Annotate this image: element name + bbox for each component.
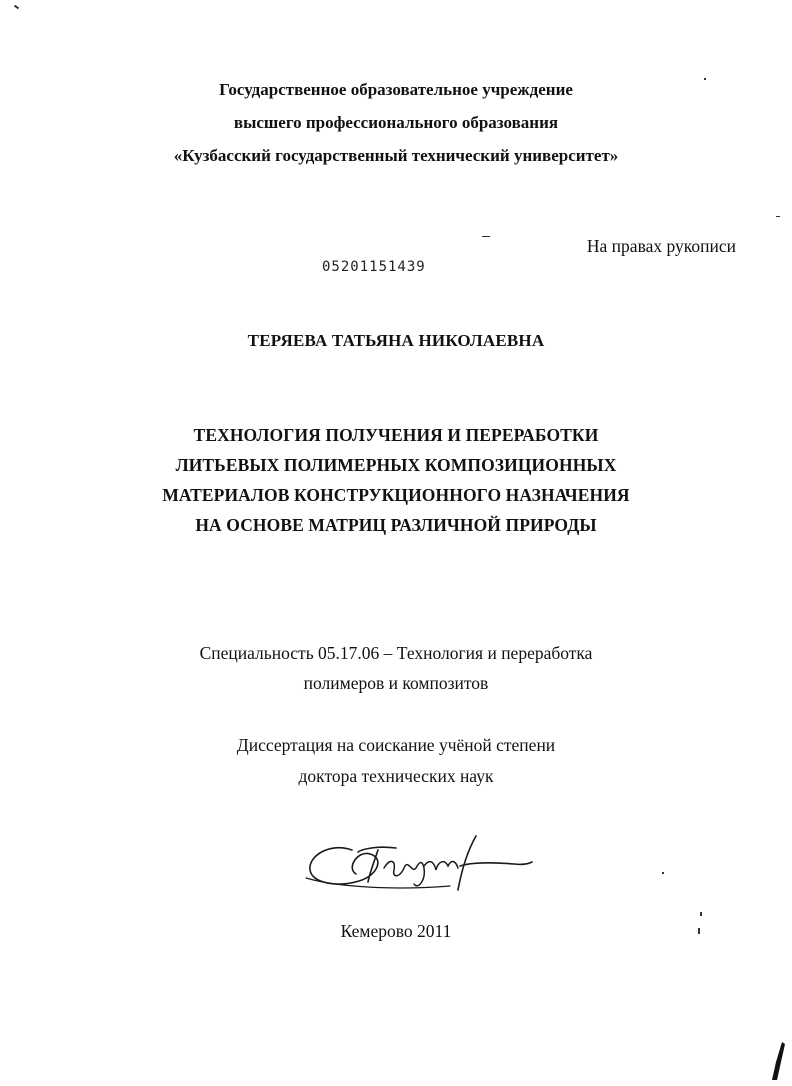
city-year: Кемерово 2011 — [340, 921, 452, 941]
scan-speck — [14, 5, 19, 10]
signature-image — [300, 828, 540, 898]
page-edge-mark — [768, 1040, 786, 1082]
title-line-3: МАТЕРИАЛОВ КОНСТРУКЦИОННОГО НАЗНАЧЕНИЯ — [162, 485, 630, 505]
scan-speck — [662, 872, 664, 874]
scan-speck — [698, 928, 700, 934]
institution-line-3: «Кузбасский государственный технический университет» — [173, 146, 619, 165]
manuscript-rights-label: На правах рукописи — [586, 236, 736, 256]
title-line-4: НА ОСНОВЕ МАТРИЦ РАЗЛИЧНОЙ ПРИРОДЫ — [195, 515, 597, 535]
degree-line-1: Диссертация на соискание учёной степени — [236, 735, 556, 755]
registration-number: 05201151439 — [322, 259, 426, 275]
institution-line-1: Государственное образовательное учреждение — [219, 80, 573, 99]
scan-speck — [704, 78, 706, 80]
scan-speck — [482, 236, 490, 237]
degree-line-2: доктора технических наук — [298, 766, 494, 786]
title-line-2: ЛИТЬЕВЫХ ПОЛИМЕРНЫХ КОМПОЗИЦИОННЫХ — [175, 455, 617, 475]
institution-line-2: высшего профессионального образования — [233, 113, 559, 132]
scan-speck — [776, 216, 780, 217]
specialty-line-2: полимеров и композитов — [303, 673, 489, 693]
author-name: ТЕРЯЕВА ТАТЬЯНА НИКОЛАЕВНА — [247, 331, 545, 350]
scan-speck — [700, 912, 702, 916]
title-line-1: ТЕХНОЛОГИЯ ПОЛУЧЕНИЯ И ПЕРЕРАБОТКИ — [193, 425, 599, 445]
specialty-line-1: Специальность 05.17.06 – Технология и переработка — [199, 643, 593, 663]
